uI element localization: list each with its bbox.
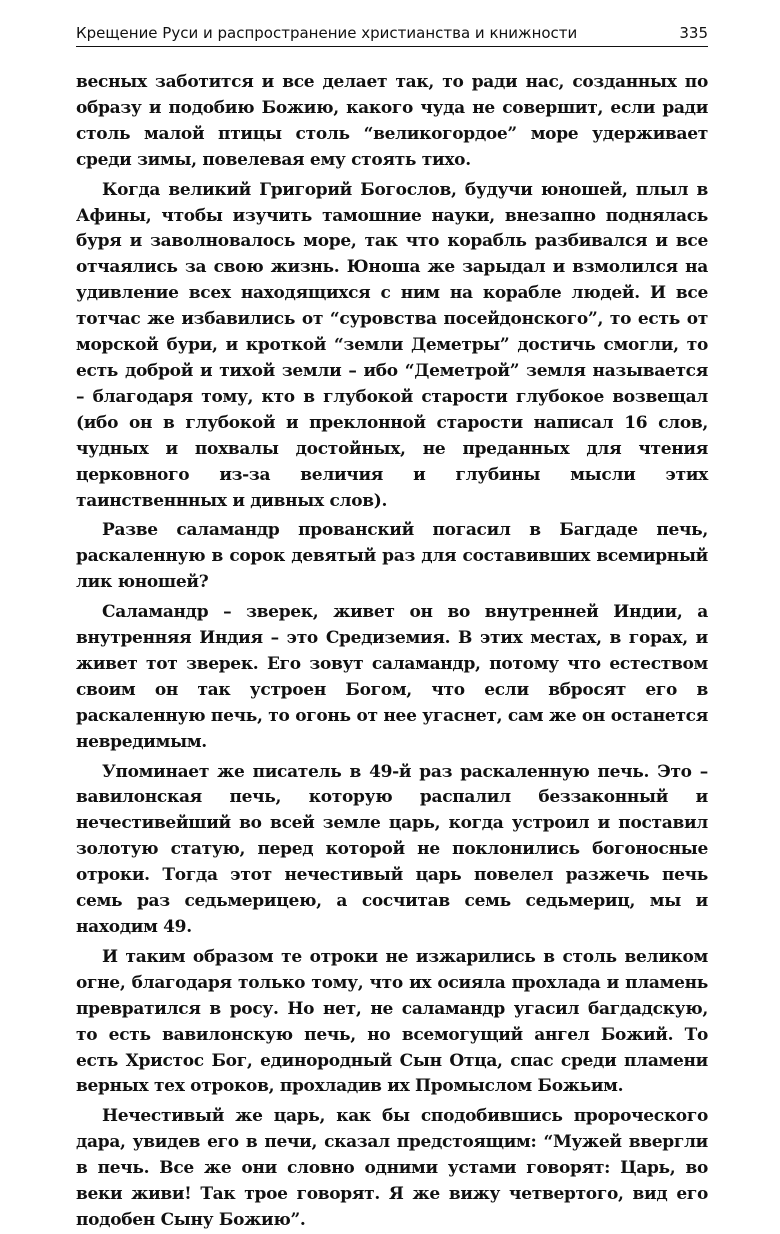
- page-number: 335: [679, 24, 708, 42]
- running-title: Крещение Руси и распространение христианства и книжности: [76, 24, 578, 42]
- running-header: [76, 20, 708, 47]
- paragraph-5: Упоминает же писатель в 49-й раз раскаленную печь. Это – вавилонская печь, которую распалил беззаконный и нечестивейший во всей земле царь, когда устроил и поставил золотую статую, перед которой не поклонились богоносные отроки. Тогда этот нечестивый царь повелел разжечь печь семь раз седьмерицею, а сосчитав семь седьмериц, мы и находим 49.: [76, 761, 708, 937]
- paragraph-7: Нечестивый же царь, как бы сподобившись пророческого дара, увидев его в печи, сказал предстоящим: “Мужей ввергли в печь. Все же они словно одними устами говорят: Царь, во веки живи! Так трое говорят. Я же вижу четвертого, вид его подобен Сыну Божию”.: [76, 1106, 708, 1230]
- paragraph-4: Саламандр – зверек, живет он во внутренней Индии, а внутренняя Индия – это Средиземия. В этих местах, в горах, и живет тот зверек. Его зовут саламандр, потому что естеством своим он так устроен Богом, что если вбросят его в раскаленную печь, то огонь от нее угаснет, сам же он останется невредимым.: [76, 602, 708, 752]
- paragraph-3: Разве саламандр прованский погасил в Багдаде печь, раскаленную в сорок девятый раз для составивших всемирный лик юношей?: [76, 520, 708, 593]
- paragraph-6: И таким образом те отроки не изжарились в столь великом огне, благодаря только тому, что их осияла прохлада и пламень превратился в росу. Но нет, не саламандр угасил багдадскую, то есть вавилонскую печь, но всемогущий ангел Божий. То есть Христос Бог, единородный Сын Отца, спас среди пламени верных тех отроков, прохладив их Промыслом Божьим.: [76, 946, 708, 1097]
- body-text: [76, 70, 708, 1234]
- paragraph-2: Когда великий Григорий Богослов, будучи юношей, плыл в Афины, чтобы изучить тамошние науки, внезапно поднялась буря и заволновалось море, так что корабль разбивался и все отчаялись за свою жизнь. Юноша же зарыдал и взмолился на удивление всех находящихся с ним на корабле людей. И все тотчас же избавились от “суровства посейдонского”, то есть от морской бури, и кроткой “земли Деметры” достичь смогли, то есть доброй и тихой земли – ибо “Деметрой” земля называется – благодаря тому, кто в глубокой старости глубокое возвещал (ибо он в глубокой и преклонной старости написал 16 слов, чудных и похвалы достойных, не преданных для чтения церковного из-за величия и глубины мысли этих таинственнных и дивных слов).: [76, 179, 708, 511]
- paragraph-1: весных заботится и все делает так, то ради нас, созданных по образу и подобию Божию, какого чуда не совершит, если ради столь малой птицы столь “великогордое” море удерживает среди зимы, повелевая ему стоять тихо.: [76, 72, 708, 170]
